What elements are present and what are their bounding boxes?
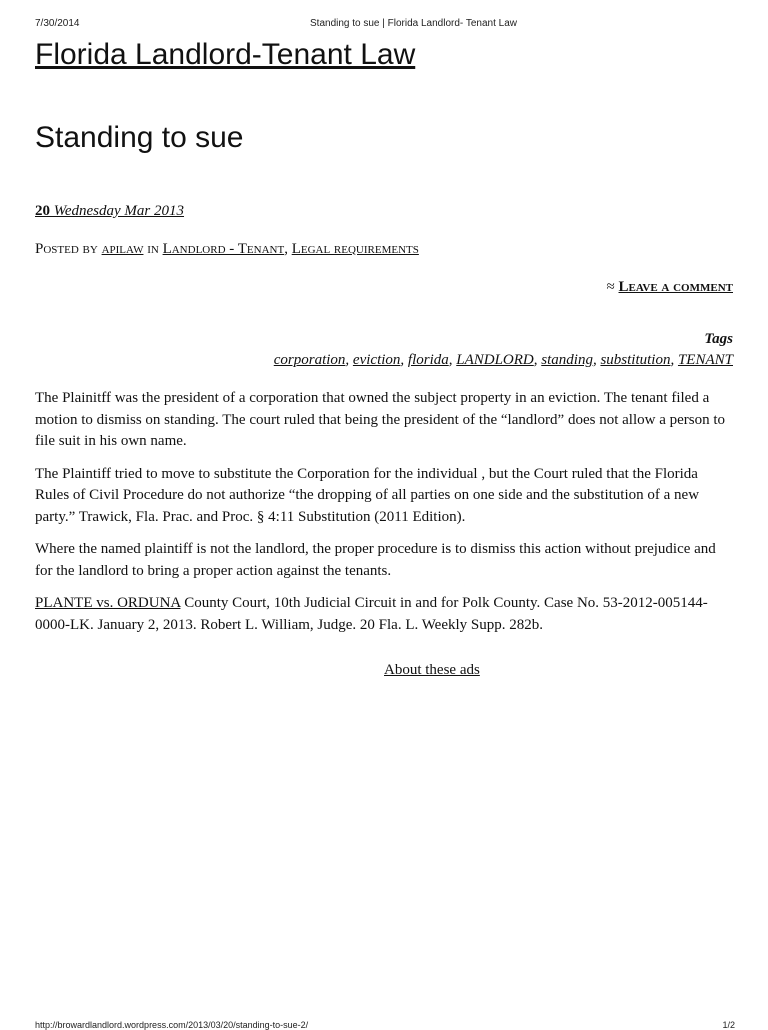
post-date-link[interactable] bbox=[35, 203, 184, 220]
tag-link[interactable]: TENANT bbox=[677, 352, 733, 368]
paragraph: The Plainitff was the president of a corporation that owned the subject property in an eviction. The tenant filed a motion to dismiss on standing. The court ruled that being the president of the “landlord” does not allow a person to file suit in his own name. bbox=[35, 390, 726, 449]
citation-text: County Court, 10th Judicial Circuit in and for Polk County. Case No. 53-2012-005144-0000-LK. January 2, 2013. Robert L. William, Judge. 20 Fla. L. Weekly Supp. 282b. bbox=[35, 595, 708, 633]
leave-comment bbox=[607, 279, 733, 296]
date-rest: Wednesday Mar 2013 bbox=[50, 203, 185, 219]
tag-link[interactable]: eviction bbox=[352, 352, 401, 368]
print-date: 7/30/2014 bbox=[35, 18, 80, 29]
date-day: 20 bbox=[35, 203, 50, 219]
category-link[interactable]: Landlord - Tenant bbox=[162, 241, 285, 257]
comment-icon: ≈ bbox=[606, 279, 619, 295]
site-title-link[interactable]: Florida Landlord-Tenant Law bbox=[35, 38, 416, 71]
leave-comment-link[interactable]: Leave a comment bbox=[618, 279, 733, 295]
print-page-title: Standing to sue | Florida Landlord- Tenant Law bbox=[310, 18, 517, 29]
tags-heading: Tags bbox=[704, 331, 733, 347]
in-label: in bbox=[143, 241, 163, 257]
author-link[interactable]: apilaw bbox=[101, 241, 144, 257]
citation-link[interactable]: PLANTE vs. ORDUNA bbox=[35, 595, 181, 611]
tag-link[interactable]: LANDLORD bbox=[456, 352, 534, 368]
citation bbox=[35, 593, 735, 636]
about-ads-link[interactable]: About these ads bbox=[384, 662, 480, 678]
paragraph: Where the named plaintiff is not the landlord, the proper procedure is to dismiss this action without prejudice and for the landlord to bring a proper action against the tenants. bbox=[35, 541, 716, 579]
paragraph: The Plaintiff tried to move to substitute the Corporation for the individual , but the Court ruled that the Florida Rules of Civil Procedure do not authorize “the dropping of all parties on one side and the substitution of a new party.” Trawick, Fla. Prac. and Proc. § 4:11 Substitution (2011 Edition). bbox=[35, 465, 700, 525]
print-page-number: 1/2 bbox=[722, 1020, 735, 1030]
print-url: http://browardlandlord.wordpress.com/2013/03/20/standing-to-sue-2/ bbox=[35, 1020, 309, 1030]
post-title: Standing to sue bbox=[35, 121, 244, 154]
tag-link[interactable]: substitution bbox=[600, 352, 671, 368]
tag-link[interactable]: standing bbox=[541, 352, 593, 368]
posted-by-label: Posted by bbox=[35, 241, 102, 257]
category-link[interactable]: Legal requirements bbox=[291, 241, 419, 257]
tag-link[interactable]: florida bbox=[407, 352, 449, 368]
post-content bbox=[35, 388, 735, 647]
tag-link[interactable]: corporation bbox=[273, 352, 346, 368]
tags-list: corporation, eviction, florida, LANDLORD, standing, substitution, TENANT bbox=[273, 352, 733, 368]
post-meta: Posted by apilaw in Landlord - Tenant, Legal requirements bbox=[35, 241, 419, 257]
